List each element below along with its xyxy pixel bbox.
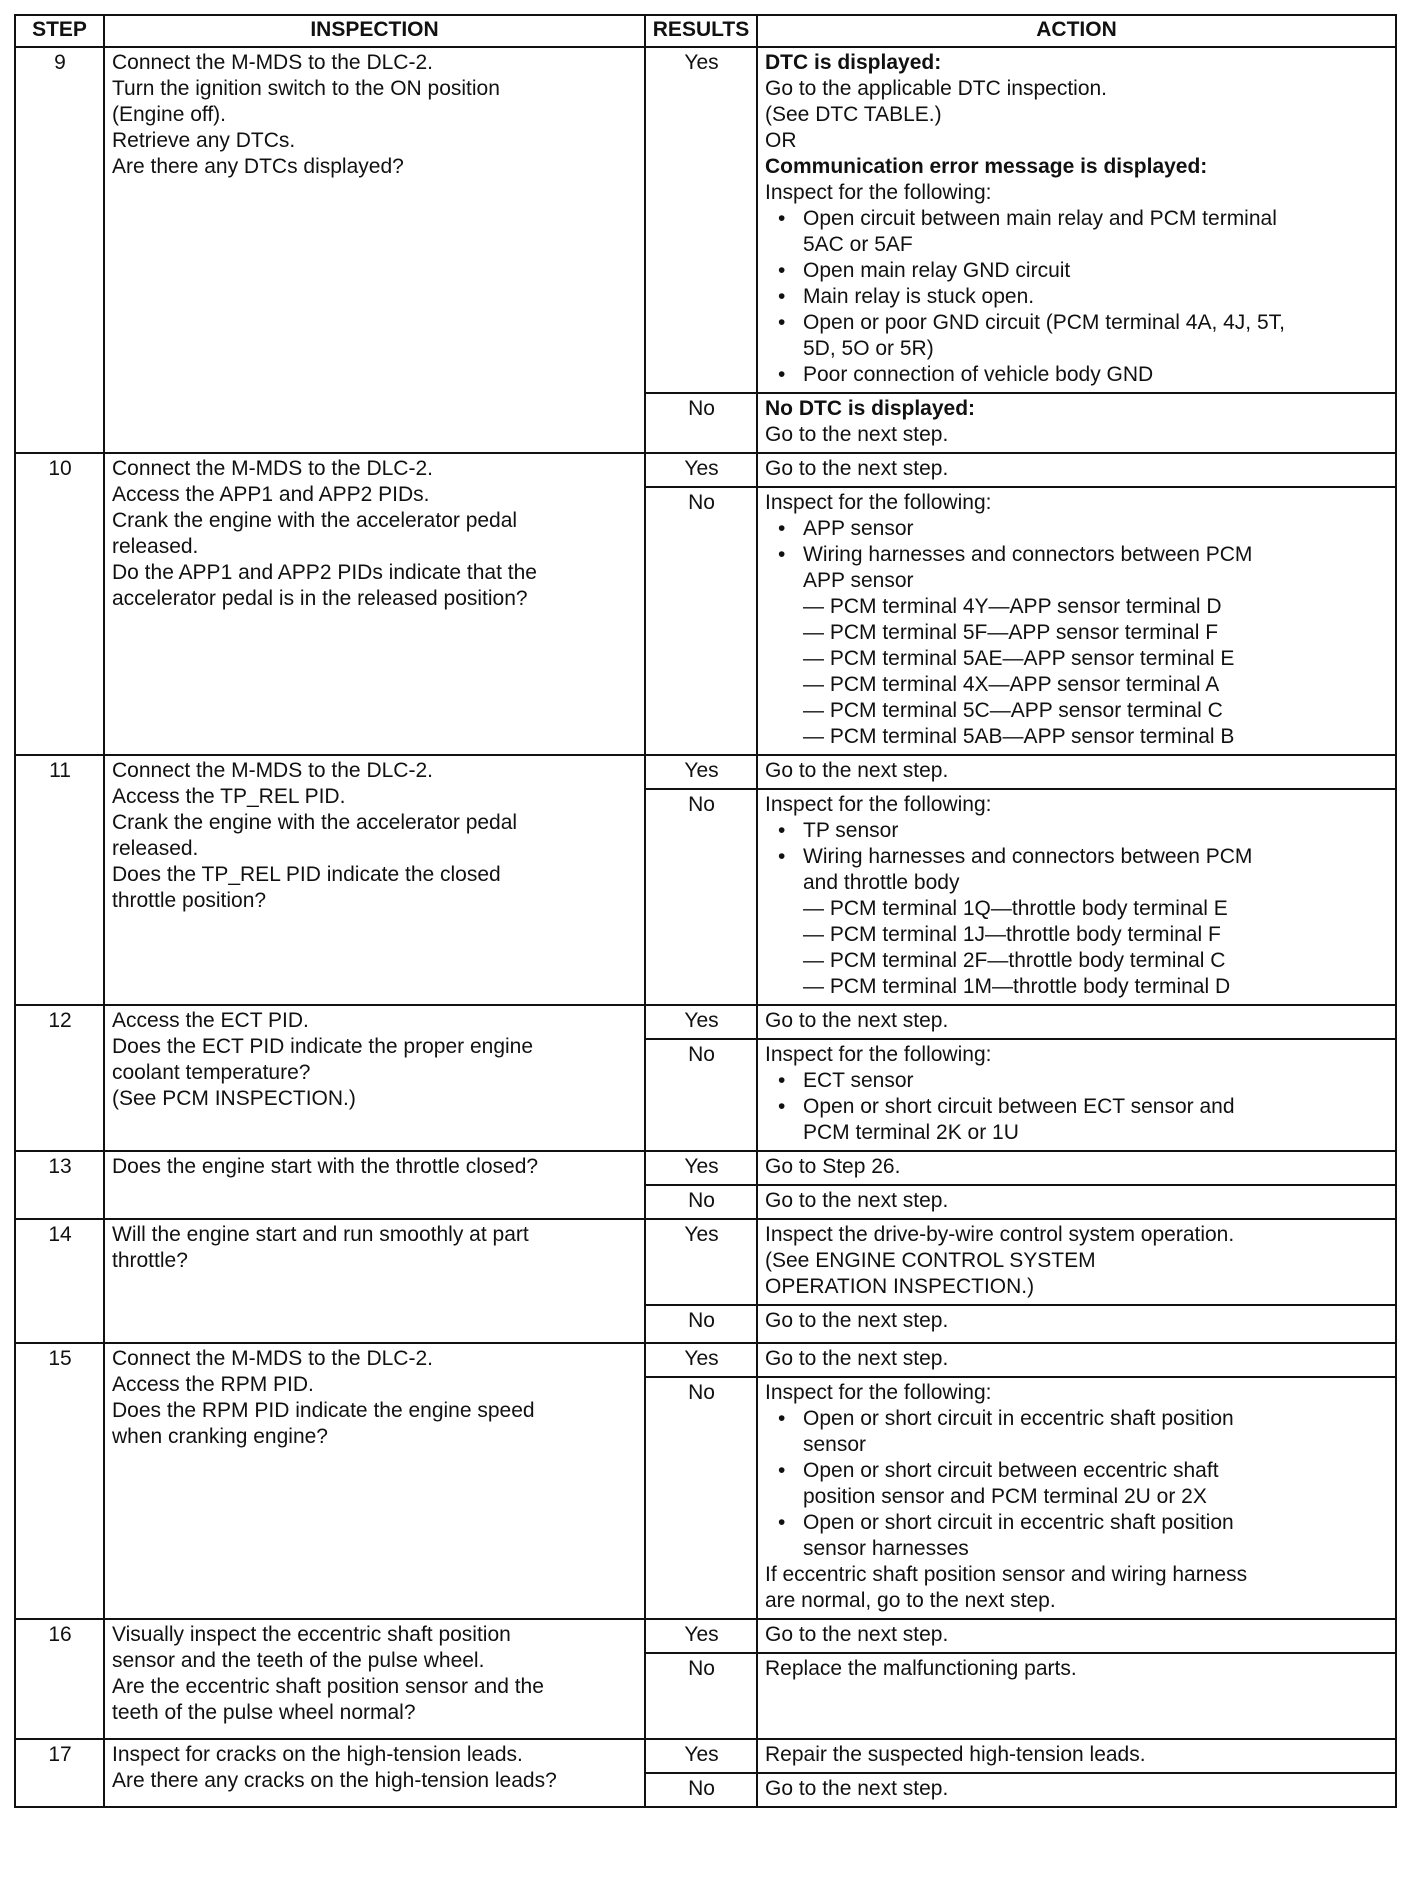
table-row — [15, 1619, 1396, 1653]
table-header-row — [15, 15, 1396, 47]
step-number: 14 — [15, 1219, 104, 1343]
result-no: No — [645, 1039, 757, 1151]
inspection-line: throttle position? — [112, 889, 267, 912]
inspection-line: Access the ECT PID. — [112, 1009, 309, 1032]
action-cell — [757, 47, 1396, 393]
result-yes: Yes — [645, 1219, 757, 1305]
action-bullet-item: • Open or short circuit between eccentric shaft — [765, 1458, 1389, 1484]
action-line: are normal, go to the next step. — [765, 1589, 1056, 1612]
action-bullet-continuation: 5D, 5O or 5R) — [803, 337, 934, 360]
action-bullet-item: • APP sensor — [765, 516, 1389, 542]
action-line: OPERATION INSPECTION.) — [765, 1275, 1035, 1298]
inspection-line: Are the eccentric shaft position sensor and the — [112, 1675, 544, 1698]
action-cell — [757, 1377, 1396, 1619]
step-number: 13 — [15, 1151, 104, 1219]
header-results: RESULTS — [645, 15, 757, 47]
inspection-cell — [104, 1005, 645, 1151]
inspection-line: Access the RPM PID. — [112, 1373, 314, 1396]
inspection-line: Are there any cracks on the high-tension leads? — [112, 1769, 557, 1792]
action-line: Go to the next step. — [765, 423, 949, 446]
action-cell — [757, 1185, 1396, 1219]
action-cell — [757, 1739, 1396, 1773]
result-yes: Yes — [645, 1619, 757, 1653]
action-dash-item: — PCM terminal 5AB—APP sensor terminal B — [765, 724, 1389, 750]
table-row — [15, 1005, 1396, 1039]
table-row — [15, 47, 1396, 393]
inspection-line: Access the TP_REL PID. — [112, 785, 346, 808]
action-line: Go to the next step. — [765, 1009, 949, 1032]
table-row — [15, 755, 1396, 789]
result-yes: Yes — [645, 1005, 757, 1039]
action-line: Go to the next step. — [765, 1347, 949, 1370]
diagnostic-procedure-page — [14, 14, 1395, 1808]
action-dash-item: — PCM terminal 4Y—APP sensor terminal D — [765, 594, 1389, 620]
table-row — [15, 1343, 1396, 1377]
step-number: 11 — [15, 755, 104, 1005]
inspection-line: coolant temperature? — [112, 1061, 311, 1084]
action-line: Inspect for the following: — [765, 1043, 992, 1066]
result-yes: Yes — [645, 755, 757, 789]
action-heading: DTC is displayed: — [765, 51, 942, 74]
inspection-line: Does the RPM PID indicate the engine speed — [112, 1399, 535, 1422]
action-bullet-continuation: position sensor and PCM terminal 2U or 2X — [803, 1485, 1207, 1508]
action-line: Go to the next step. — [765, 1623, 949, 1646]
inspection-line: Inspect for cracks on the high-tension leads. — [112, 1743, 523, 1766]
step-number: 16 — [15, 1619, 104, 1739]
action-line: Go to the next step. — [765, 1777, 949, 1800]
table-row — [15, 1151, 1396, 1185]
inspection-line: Does the TP_REL PID indicate the closed — [112, 863, 501, 886]
inspection-line: Connect the M-MDS to the DLC-2. — [112, 457, 433, 480]
action-line: Repair the suspected high-tension leads. — [765, 1743, 1146, 1766]
action-cell — [757, 453, 1396, 487]
action-bullet-item: • Wiring harnesses and connectors between PCM — [765, 844, 1389, 870]
action-line: Inspect for the following: — [765, 181, 992, 204]
action-cell — [757, 1005, 1396, 1039]
table-row — [15, 1219, 1396, 1305]
action-line: Go to the applicable DTC inspection. — [765, 77, 1108, 100]
action-line: (See ENGINE CONTROL SYSTEM — [765, 1249, 1096, 1272]
result-yes: Yes — [645, 1343, 757, 1377]
action-bullet-continuation: APP sensor — [803, 569, 914, 592]
diagnostic-procedure-table — [14, 14, 1397, 1808]
action-line: If eccentric shaft position sensor and wiring harness — [765, 1563, 1248, 1586]
action-dash-item: — PCM terminal 5C—APP sensor terminal C — [765, 698, 1389, 724]
action-cell — [757, 1653, 1396, 1739]
step-number: 12 — [15, 1005, 104, 1151]
inspection-cell — [104, 1739, 645, 1807]
action-bullet-item: • Open or short circuit in eccentric shaft position — [765, 1510, 1389, 1536]
inspection-line: Are there any DTCs displayed? — [112, 155, 404, 178]
action-cell — [757, 487, 1396, 755]
inspection-line: Retrieve any DTCs. — [112, 129, 296, 152]
action-heading: Communication error message is displayed: — [765, 155, 1208, 178]
inspection-line: released. — [112, 535, 199, 558]
action-line: (See DTC TABLE.) — [765, 103, 942, 126]
table-row — [15, 453, 1396, 487]
inspection-cell — [104, 47, 645, 453]
result-no: No — [645, 1773, 757, 1807]
step-number: 10 — [15, 453, 104, 755]
action-bullet-item: • Open or short circuit between ECT sensor and — [765, 1094, 1389, 1120]
result-no: No — [645, 1185, 757, 1219]
result-yes: Yes — [645, 1739, 757, 1773]
inspection-line: Crank the engine with the accelerator pedal — [112, 509, 518, 532]
action-dash-item: — PCM terminal 1J—throttle body terminal F — [765, 922, 1389, 948]
action-line: Go to the next step. — [765, 1309, 949, 1332]
action-dash-item: — PCM terminal 1M—throttle body terminal D — [765, 974, 1389, 1000]
inspection-line: Visually inspect the eccentric shaft position — [112, 1623, 511, 1646]
action-bullet-item: • Open main relay GND circuit — [765, 258, 1389, 284]
inspection-line: released. — [112, 837, 199, 860]
inspection-cell — [104, 1151, 645, 1219]
action-bullet-continuation: PCM terminal 2K or 1U — [803, 1121, 1019, 1144]
inspection-line: Crank the engine with the accelerator pedal — [112, 811, 518, 834]
result-yes: Yes — [645, 453, 757, 487]
action-line: OR — [765, 129, 797, 152]
action-bullet-item: • ECT sensor — [765, 1068, 1389, 1094]
step-number: 9 — [15, 47, 104, 453]
action-line: Inspect the drive-by-wire control system operation. — [765, 1223, 1235, 1246]
action-bullet-item: • Open or short circuit in eccentric shaft position — [765, 1406, 1389, 1432]
result-yes: Yes — [645, 1151, 757, 1185]
inspection-line: when cranking engine? — [112, 1425, 328, 1448]
inspection-line: Do the APP1 and APP2 PIDs indicate that the — [112, 561, 537, 584]
action-line: Go to the next step. — [765, 759, 949, 782]
result-no: No — [645, 789, 757, 1005]
action-dash-item: — PCM terminal 4X—APP sensor terminal A — [765, 672, 1389, 698]
action-cell — [757, 1305, 1396, 1343]
action-line: Go to the next step. — [765, 457, 949, 480]
inspection-line: Access the APP1 and APP2 PIDs. — [112, 483, 430, 506]
action-cell — [757, 755, 1396, 789]
inspection-line: sensor and the teeth of the pulse wheel. — [112, 1649, 485, 1672]
action-line: Replace the malfunctioning parts. — [765, 1657, 1077, 1680]
action-cell — [757, 1219, 1396, 1305]
inspection-line: Does the engine start with the throttle closed? — [112, 1155, 539, 1178]
action-bullet-item: • Open circuit between main relay and PCM terminal — [765, 206, 1389, 232]
result-no: No — [645, 1305, 757, 1343]
action-cell — [757, 1619, 1396, 1653]
action-bullet-item: • Main relay is stuck open. — [765, 284, 1389, 310]
inspection-line: throttle? — [112, 1249, 188, 1272]
result-yes: Yes — [645, 47, 757, 393]
inspection-line: Connect the M-MDS to the DLC-2. — [112, 51, 433, 74]
action-cell — [757, 789, 1396, 1005]
inspection-cell — [104, 453, 645, 755]
inspection-line: teeth of the pulse wheel normal? — [112, 1701, 416, 1724]
result-no: No — [645, 393, 757, 453]
header-inspection: INSPECTION — [104, 15, 645, 47]
action-cell — [757, 1151, 1396, 1185]
action-line: Inspect for the following: — [765, 793, 992, 816]
action-bullet-item: • Open or poor GND circuit (PCM terminal 4A, 4J, 5T, — [765, 310, 1389, 336]
inspection-line: accelerator pedal is in the released position? — [112, 587, 528, 610]
action-bullet-item: • TP sensor — [765, 818, 1389, 844]
action-line: Go to the next step. — [765, 1189, 949, 1212]
action-dash-item: — PCM terminal 2F—throttle body terminal C — [765, 948, 1389, 974]
inspection-cell — [104, 755, 645, 1005]
action-bullet-continuation: 5AC or 5AF — [803, 233, 913, 256]
action-cell — [757, 393, 1396, 453]
action-bullet-item: • Poor connection of vehicle body GND — [765, 362, 1389, 388]
action-bullet-continuation: and throttle body — [803, 871, 960, 894]
inspection-line: (Engine off). — [112, 103, 227, 126]
inspection-cell — [104, 1619, 645, 1739]
header-action: ACTION — [757, 15, 1396, 47]
result-no: No — [645, 1377, 757, 1619]
action-bullet-continuation: sensor — [803, 1433, 867, 1456]
inspection-cell — [104, 1343, 645, 1619]
action-line: Inspect for the following: — [765, 1381, 992, 1404]
action-cell — [757, 1343, 1396, 1377]
inspection-line: Connect the M-MDS to the DLC-2. — [112, 1347, 433, 1370]
inspection-cell — [104, 1219, 645, 1343]
inspection-line: Connect the M-MDS to the DLC-2. — [112, 759, 433, 782]
result-no: No — [645, 487, 757, 755]
table-row — [15, 1739, 1396, 1773]
inspection-line: Will the engine start and run smoothly at part — [112, 1223, 529, 1246]
action-dash-item: — PCM terminal 5AE—APP sensor terminal E — [765, 646, 1389, 672]
header-step: STEP — [15, 15, 104, 47]
inspection-line: (See PCM INSPECTION.) — [112, 1087, 356, 1110]
action-line: Go to Step 26. — [765, 1155, 901, 1178]
step-number: 17 — [15, 1739, 104, 1807]
action-dash-item: — PCM terminal 5F—APP sensor terminal F — [765, 620, 1389, 646]
action-cell — [757, 1773, 1396, 1807]
action-cell — [757, 1039, 1396, 1151]
action-heading: No DTC is displayed: — [765, 397, 976, 420]
result-no: No — [645, 1653, 757, 1739]
inspection-line: Turn the ignition switch to the ON position — [112, 77, 500, 100]
action-bullet-continuation: sensor harnesses — [803, 1537, 969, 1560]
action-bullet-item: • Wiring harnesses and connectors between PCM — [765, 542, 1389, 568]
inspection-line: Does the ECT PID indicate the proper engine — [112, 1035, 534, 1058]
step-number: 15 — [15, 1343, 104, 1619]
action-dash-item: — PCM terminal 1Q—throttle body terminal E — [765, 896, 1389, 922]
action-line: Inspect for the following: — [765, 491, 992, 514]
